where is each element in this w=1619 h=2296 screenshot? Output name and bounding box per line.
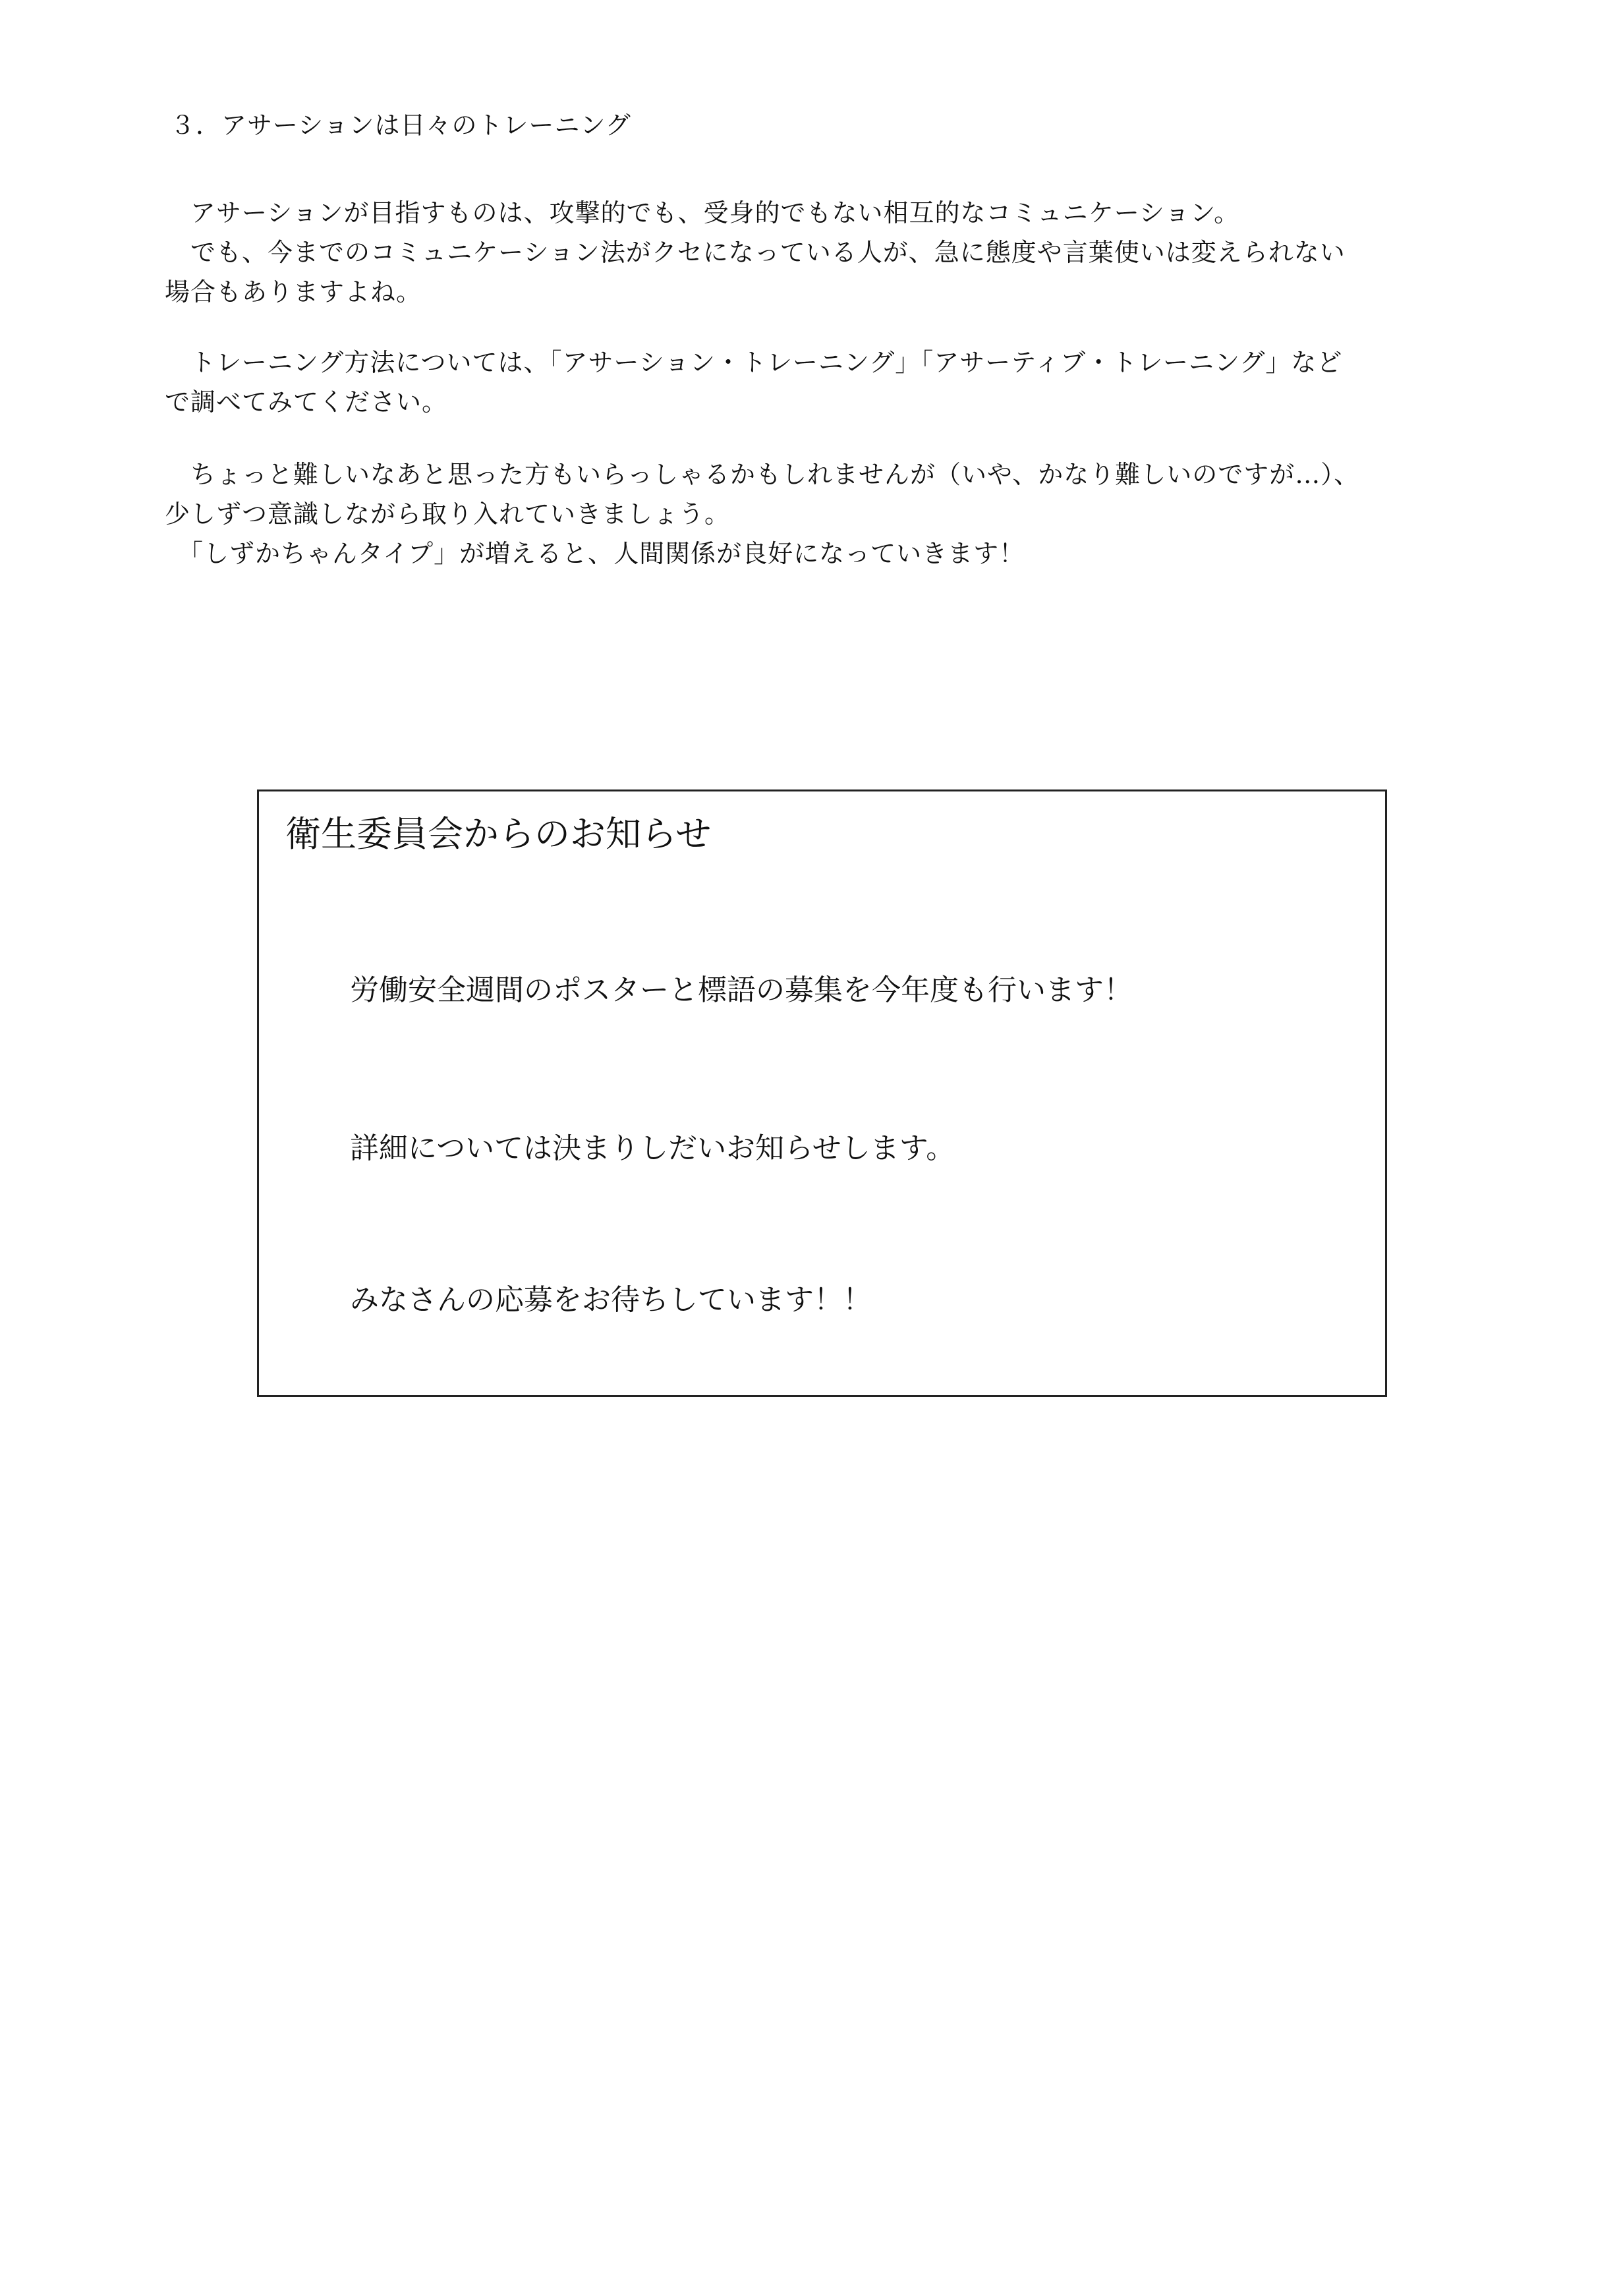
notice-title: 衛生委員会からのお知らせ: [285, 813, 712, 855]
paragraph-line: トレーニング方法については、「アサーション・トレーニング」「アサーティブ・トレーニング」など: [165, 348, 1343, 377]
paragraph-line: でも、今までのコミュニケーション法がクセになっている人が、急に態度や言葉使いは変えられない: [165, 238, 1346, 267]
section-heading: ３．アサーションは日々のトレーニング: [170, 111, 631, 140]
paragraph-line: で調べてみてください。: [165, 387, 448, 416]
paragraph-encouragement: [165, 455, 1489, 573]
notice-line-details: 詳細については決まりしだいお知らせします。: [350, 1132, 955, 1165]
paragraph-line: アサーションが目指すものは、攻撃的でも、受身的でもない相互的なコミュニケーション。: [165, 198, 1240, 227]
paragraph-line: 少しずつ意識しながら取り入れていきましょう。: [165, 500, 731, 529]
notice-line-call-for-entries: みなさんの応募をお待ちしています！！: [350, 1283, 872, 1317]
notice-box: [257, 789, 1387, 1397]
paragraph-training-method: [165, 343, 1489, 422]
paragraph-assertion-goal: [165, 193, 1489, 312]
notice-line-poster-recruitment: 労働安全週間のポスターと標語の募集を今年度も行います！: [350, 973, 1133, 1007]
paragraph-line: ちょっと難しいなあと思った方もいらっしゃるかもしれませんが（いや、かなり難しいのですが…）、: [165, 460, 1360, 489]
paragraph-line: 「しずかちゃんタイプ」が増えると、人間関係が良好になっていきます！: [165, 539, 1025, 568]
paragraph-line: 場合もありますよね。: [165, 277, 422, 306]
